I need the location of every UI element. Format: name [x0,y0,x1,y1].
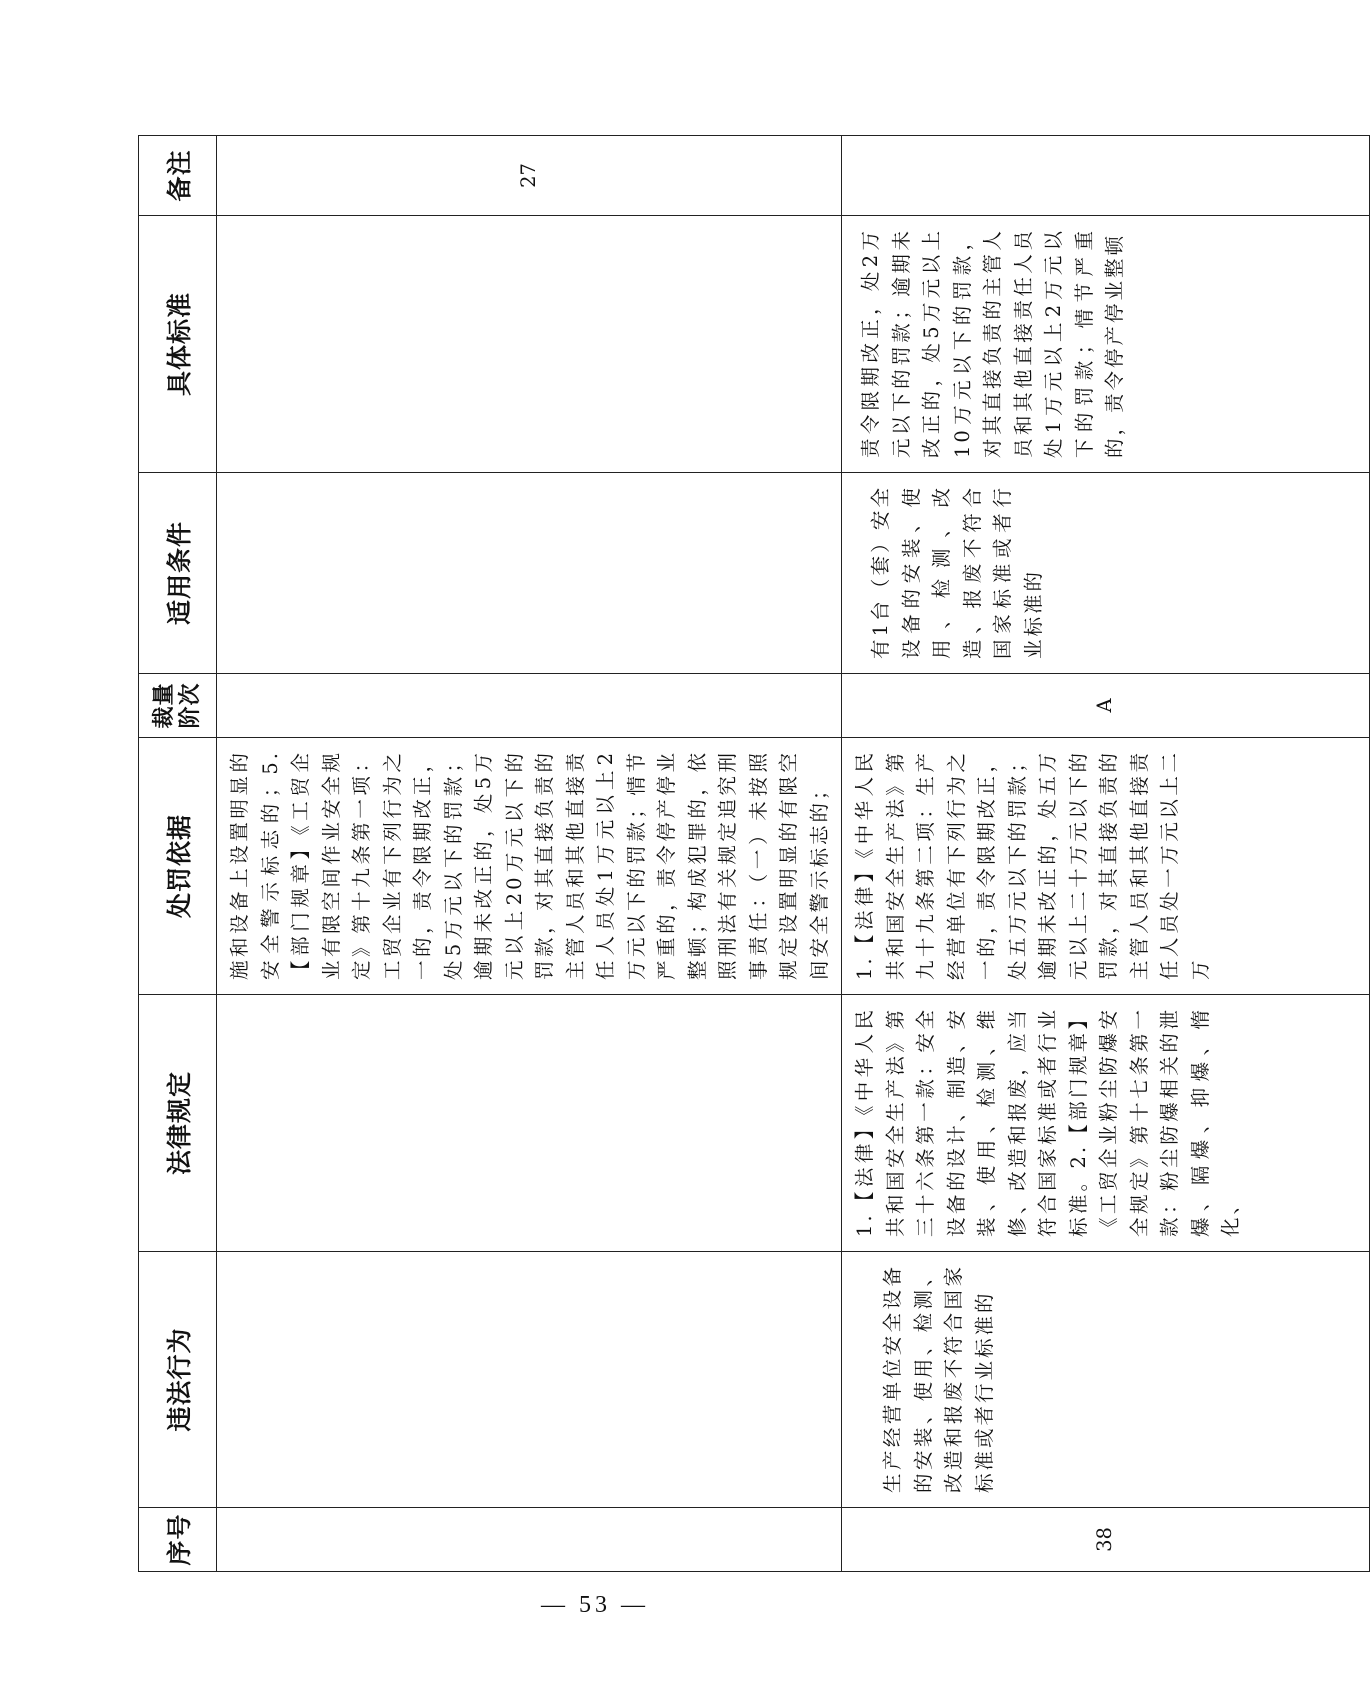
row-law: 1.【法律】《中华人民共和国安全生产法》第三十六条第一款：安全设备的设计、制造、安装、使用、检测、维修、改造和报废，应当符合国家标准或者行业标准。2.【部门规章】《工贸企业粉尘防爆安全规定》第十七条第一款：粉尘防爆相关的泄爆、隔爆、抑爆、惰化、 [853,1007,1242,1237]
row-penalty: 1.【法律】《中华人民共和国安全生产法》第九十九条第二项：生产经营单位有下列行为之一的，责令限期改正，处五万元以下的罚款；逾期未改正的，处五万元以上二十万元以下的罚款，对其直接负责的主管人员和其他直接责任人员处一万元以上二万 [853,750,1212,980]
penalty-table [138,135,1370,1572]
continuation-law [217,995,842,1252]
rotated-table-page [138,136,1242,1572]
header-condition: 适用条件 [139,473,217,674]
header-row [139,136,217,1572]
header-remark: 备注 [139,136,217,216]
row-penalty-cell [842,738,1370,995]
row-condition-cell [842,473,1370,674]
row-remark [842,136,1370,216]
header-act: 违法行为 [139,1252,217,1508]
header-no: 序号 [139,1508,217,1572]
header-law: 法律规定 [139,995,217,1252]
page-number: — 53 — [541,1592,649,1618]
row-level: A [842,674,1370,738]
header-penalty: 处罚依据 [139,738,217,995]
continuation-act [217,1252,842,1508]
continuation-standard [217,216,842,473]
row-condition: 有1台（套）安全设备的安装、使用、检测、改造、报废不符合国家标准或者行业标准的 [869,485,1045,659]
row-act: 生产经营单位安全设备的安装、使用、检测、改造和报废不符合国家标准或者行业标准的 [881,1264,996,1493]
continuation-penalty-text: 施和设备上设置明显的安全警示标志的；5.【部门规章】《工贸企业有限空间作业安全规定》第十九条第一项：工贸企业有下列行为之一的，责令限期改正，处5万元以下的罚款；逾期未改正的，处5万元以上20万元以下的罚款，对其直接负责的主管人员和其他直接责任人员处1万元以上2万元以下的罚款；情节严重的，责令停产停业整顿；构成犯罪的，依照刑法有关规定追究刑事责任：（一）未按照规定设置明显的有限空间安全警示标志的； [228,750,831,980]
table-row [842,136,1370,1572]
row-act-cell [842,1252,1370,1508]
row-standard: 责令限期改正，处2万元以下的罚款；逾期未改正的，处5万元以上10万元以下的罚款，对其直接负责的主管人员和其他直接责任人员处1万元以上2万元以下的罚款；情节严重的，责令停产停业整顿 [859,228,1126,458]
continuation-condition [217,473,842,674]
header-level: 裁量阶次 [139,674,217,738]
row-law-cell [842,995,1370,1252]
continuation-no [217,1508,842,1572]
row-standard-cell [842,216,1370,473]
continuation-level [217,674,842,738]
continuation-penalty [217,738,842,995]
row-no: 38 [842,1508,1370,1572]
header-standard: 具体标准 [139,216,217,473]
table-row [217,136,842,1572]
continuation-remark: 27 [217,136,842,216]
